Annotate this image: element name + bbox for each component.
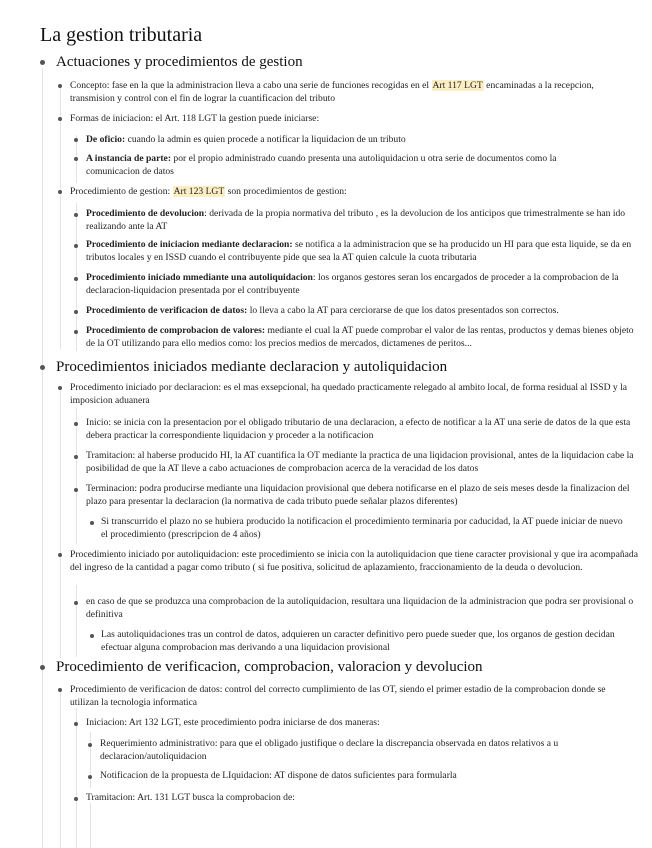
bullet-icon	[74, 422, 78, 426]
bullet-icon	[74, 455, 78, 459]
bullet-icon	[74, 138, 78, 142]
list-item-terminacion: Terminacion: podra producirse mediante una liquidacion provisional que debera notificarse en el plazo de seis meses desde la finalizacion del plazo para presentar la declaracion (la normativa de cada tributo puede señalar plazos diferentes)	[86, 483, 630, 507]
list-item-procedimiento-verificacion: Procedimiento de verificacion de datos: control del correcto cumplimiento de las OT, siendo el primer estadio de la comprobacion donde se utilizan la tecnologia informatica	[70, 684, 606, 708]
bullet-icon	[74, 310, 78, 314]
bullet-icon	[74, 488, 78, 492]
bullet-icon	[58, 84, 62, 88]
list-item-inicio: Inicio: se inicia con la presentacion por el obligado tributario de una declaracion, a efecto de notificar a la AT una serie de datos de la que esta debera practicar la correspondiente liquidacion y proceder a la notificacion	[86, 417, 631, 441]
list-item-procedimiento-declaracion: Procedimento iniciado por declaracion: es el mas exsepcional, ha quedado practicamente relegado al ambito local, de forma residual al ISSD y la imposicion aduanera	[70, 382, 628, 406]
page-title: La gestion tributaria	[40, 24, 203, 46]
bullet-icon	[74, 244, 78, 248]
list-item-comprobacion-valores: Procedimiento de comprobacion de valores: mediante el cual la AT puede comprobar el valor de las rentas, productos y demas bienes objeto de la OT utilizando para ello medios como: los precios medios de mercados, dictamenes de peritos...	[86, 325, 634, 349]
list-item-notificacion: Notificacion de la propuesta de LIquidacion: AT dispone de datos suficientes para formularla	[100, 770, 457, 781]
list-item-tramitacion: Tramitacion: al haberse producido HI, la AT cuantifica la OT mediante la practica de una liqidacion provisional, antes de la liquidacion cabe la posibilidad de que la AT lleve a cabo actuaciones de comprobacion acerca de la veracidad de los datos	[86, 450, 634, 474]
bullet-icon	[58, 117, 62, 121]
bullet-icon	[88, 775, 92, 779]
list-item-verificacion: Procedimiento de verificacion de datos: lo lleva a cabo la AT para cerciorarse de que los datos presentados son correctos.	[86, 305, 559, 316]
outline-rail-s3	[60, 688, 61, 848]
list-item-transcurrido: Si transcurrido el plazo no se hubiera producido la notificacion el procedimiento terminaria por caducidad, la AT puede iniciar de nuevo el procedimiento (prescripcion de 4 años)	[101, 516, 623, 540]
list-item-requerimiento: Requerimiento administrativo: para que el obligado justifique o declare la discrepancia observada en datos relativos a u declaracion/autoliquidacion	[100, 738, 559, 762]
list-item-las-autoliquidaciones: Las autoliquidaciones tras un control de datos, adquieren un caracter definitivo pero puede sueder que, los organos de gestion decidan efectuar alguna comprobacion mas derivando a una liquidacion provisional	[101, 629, 615, 653]
list-item-devolucion: Procedimiento de devolucion: derivada de la propia normativa del tributo , es la devolucion de los anticipos que trimestralmente se han ido realizando ante la AT	[86, 208, 626, 232]
highlight-art123: Art 123 LGT	[173, 186, 225, 197]
outline-rail-s1	[60, 87, 61, 349]
bullet-icon	[58, 553, 62, 557]
list-item-procedimiento-autoliquidacion: Procedimiento iniciado por autoliquidacion: este procedimiento se inicia con la autoliquidacion que tiene caracter provisional y que ira acompañada del ingreso de la cantidad a pagar como tributo ( si fue positiva, solicitud de aplazamiento, fraccionamiento de la deuda o devolucion.	[70, 549, 638, 573]
outline-rail-iniciacion	[90, 732, 91, 788]
list-item-en-caso: en caso de que se produzca una comprobacion de la autoliquidacion, resultara una liquidacion de la administracion que podra ser provisional o definitiva	[86, 596, 634, 620]
bullet-icon	[40, 665, 45, 670]
bullet-icon	[74, 157, 78, 161]
section-heading-verificacion: Procedimiento de verificacion, comprobacion, valoracion y devolucion	[56, 659, 483, 675]
list-item-procedimiento-gestion: Procedimiento de gestion: Art 123 LGT son procedimientos de gestion:	[70, 186, 347, 197]
bullet-icon	[74, 601, 78, 605]
list-item-concepto: Concepto: fase en la que la administracion lleva a cabo una serie de funciones recogidas en el Art 117 LGT encaminadas a la recepcion, transmision y control con el fin de lograr la cuantificacion del tributo	[70, 80, 594, 104]
bullet-icon	[58, 386, 62, 390]
list-item-autoliquidacion: Procedimiento iniciado mmediante una autoliquidacion: los organos gestores seran los encargados de proceder a la comprobacion de la declaracion-liquidacion presentada por el contribuyente	[86, 272, 619, 296]
section-heading-procedimientos-iniciados: Procedimientos iniciados mediante declaracion y autoliquidacion	[56, 359, 448, 375]
outline-rail-level1	[42, 68, 43, 848]
bullet-icon	[74, 330, 78, 334]
list-item-tramitacion-art131: Tramitacion: Art. 131 LGT busca la comprobacion de:	[86, 792, 295, 803]
outline-rail-pauto	[76, 585, 77, 657]
bullet-icon	[90, 634, 94, 638]
bullet-icon	[88, 743, 92, 747]
list-item-iniciacion: Iniciacion: Art 132 LGT, este procedimiento podra iniciarse de dos maneras:	[86, 717, 380, 728]
outline-rail-s2	[60, 388, 61, 658]
bullet-icon	[58, 190, 62, 194]
outline-rail-pdecl	[76, 408, 77, 544]
bullet-icon	[40, 365, 45, 370]
bullet-icon	[74, 797, 78, 801]
bullet-icon	[74, 722, 78, 726]
section-heading-actuaciones: Actuaciones y procedimientos de gestion	[56, 54, 303, 70]
bullet-icon	[58, 688, 62, 692]
bullet-icon	[74, 277, 78, 281]
bullet-icon	[40, 60, 45, 65]
list-item-oficio: De oficio: cuando la admin es quien procede a notificar la liquidacion de un tributo	[86, 134, 406, 145]
outline-rail-pverif	[76, 708, 77, 848]
bullet-icon	[90, 521, 94, 525]
bullet-icon	[74, 213, 78, 217]
highlight-art117: Art 117 LGT	[432, 80, 483, 91]
list-item-formas: Formas de iniciacion: el Art. 118 LGT la gestion puede iniciarse:	[70, 113, 320, 124]
outline-rail-tramitacion	[90, 803, 91, 848]
list-item-instancia: A instancia de parte: por el propio administrado cuando presenta una autoliquidacion u otra serie de documentos como la comunicacion de datos	[86, 153, 557, 177]
list-item-iniciacion-declaracion: Procedimiento de iniciacion mediante declaracion: se notifica a la administracion que se ha producido un HI para que esta liquide, se da en tributos locales y en ISSD cuando el contribuyente pide que sea la AT quien calcule la cuota tributaria	[86, 239, 632, 263]
